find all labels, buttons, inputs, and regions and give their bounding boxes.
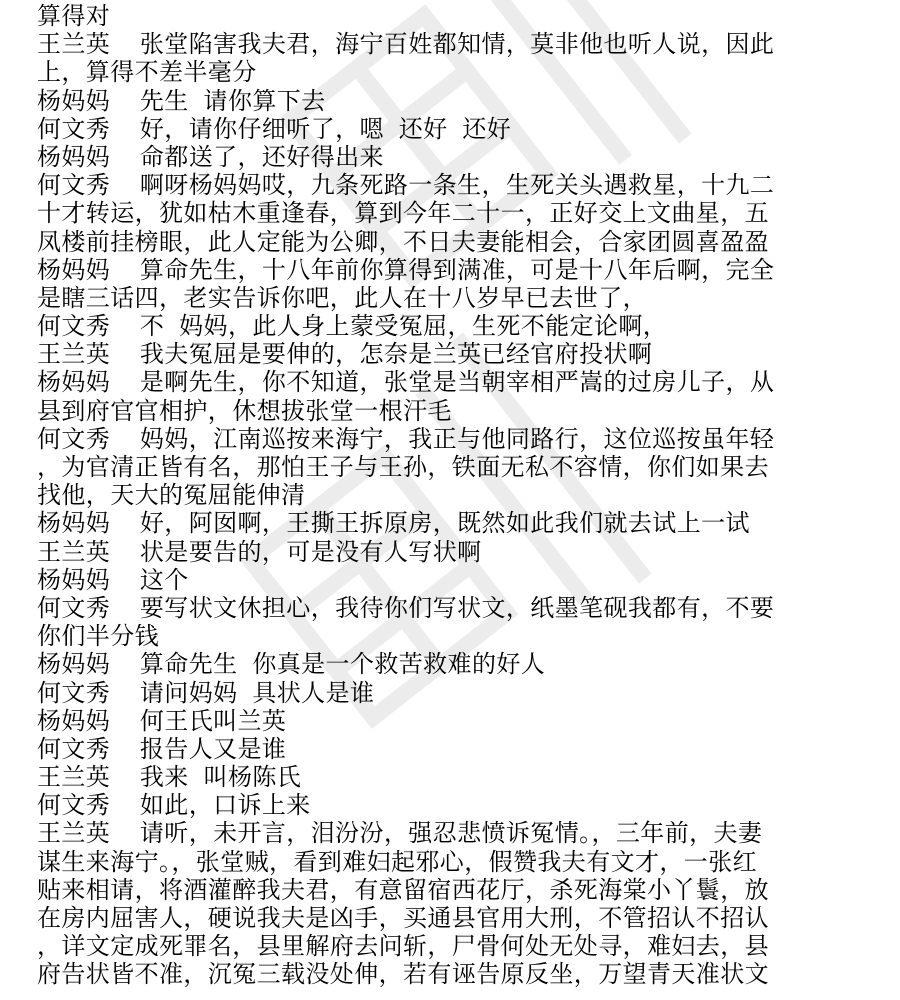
text-line: 何文秀 要写状文休担心，我待你们写状文，纸墨笔砚我都有，不要 — [37, 593, 775, 622]
text-line: 何文秀 请问妈妈 具状人是谁 — [37, 678, 375, 707]
text-line: 王兰英 我来 叫杨陈氏 — [37, 763, 302, 792]
text-line: 上，算得不差半毫分 — [37, 58, 257, 87]
text-line: 杨妈妈 算命先生，十八年前你算得到满准，可是十八年后啊，完全 — [37, 255, 775, 284]
text-line: 十才转运，犹如枯木重逢春，算到今年二十一，正好交上文曲星，五 — [37, 199, 769, 228]
text-line: 县到府官官相护，休想拔张堂一根汗毛 — [37, 396, 452, 425]
text-line: 贴来相请，将酒灌醉我夫君，有意留宿西花厅，杀死海棠小丫鬟，放 — [37, 875, 769, 904]
text-line: 杨妈妈 算命先生 你真是一个救苦救难的好人 — [37, 650, 546, 679]
text-line: 杨妈妈 命都送了，还好得出来 — [37, 142, 384, 171]
script-document — [37, 2, 877, 989]
text-line: 何文秀 如此，口诉上来 — [37, 791, 311, 820]
text-line: 凤楼前挂榜眼，此人定能为公卿，不日夫妻能相会，合家团圆喜盈盈 — [37, 227, 769, 256]
text-line: 王兰英 状是要告的，可是没有人写状啊 — [37, 537, 482, 566]
text-line: 在房内屈害人，硬说我夫是凶手，买通县官用大刑，不管招认不招认 — [37, 904, 769, 932]
text-line: 何文秀 啊呀杨妈妈哎，九条死路一条生，生死关头遇救星，十九二 — [37, 171, 775, 200]
text-line: 找他，天大的冤屈能伸清 — [37, 481, 306, 510]
text-line: 算得对 — [37, 2, 111, 30]
text-line: 王兰英 张堂陷害我夫君，海宁百姓都知情，莫非他也听人说，因此 — [37, 30, 775, 59]
text-line: 何文秀 好，请你仔细听了，嗯 还好 还好 — [37, 114, 512, 143]
text-line: 杨妈妈 是啊先生，你不知道，张堂是当朝宰相严嵩的过房儿子，从 — [37, 368, 775, 397]
text-line: ，为官清正皆有名，那怕王子与王孙，铁面无私不容情，你们如果去 — [37, 453, 769, 481]
text-line: 何文秀 不 妈妈，此人身上蒙受冤屈，生死不能定论啊， — [37, 312, 668, 341]
text-line: 府告状皆不准，沉冤三载没处伸，若有诬告原反坐，万望青天准状文 — [37, 960, 769, 989]
text-line: 何文秀 报告人又是谁 — [37, 734, 287, 763]
text-line: 王兰英 我夫冤屈是要伸的，怎奈是兰英已经官府投状啊 — [37, 340, 653, 369]
text-line: 你们半分钱 — [37, 622, 159, 651]
text-line: 杨妈妈 何王氏叫兰英 — [37, 706, 287, 735]
text-line: 杨妈妈 先生 请你算下去 — [37, 86, 326, 115]
text-line: 杨妈妈 这个 — [37, 565, 189, 594]
text-line: 王兰英 请听，未开言，泪汾汾，强忍悲愤诉冤情。，三年前，夫妻 — [37, 819, 763, 848]
text-line: 是瞎三话四，老实告诉你吧，此人在十八岁早已去世了， — [37, 283, 647, 312]
text-line: 何文秀 妈妈，江南巡按来海宁，我正与他同路行，这位巡按虽年轻 — [37, 424, 775, 453]
text-line: ，详文定成死罪名，县里解府去问斩，尸骨何处无处寻，难妇去，县 — [37, 932, 769, 961]
text-line: 谋生来海宁。，张堂贼，看到难妇起邪心，假赞我夫有文才，一张红 — [37, 847, 757, 876]
text-line: 杨妈妈 好，阿囡啊，王撕王拆原房，既然如此我们就去试上一试 — [37, 509, 750, 538]
